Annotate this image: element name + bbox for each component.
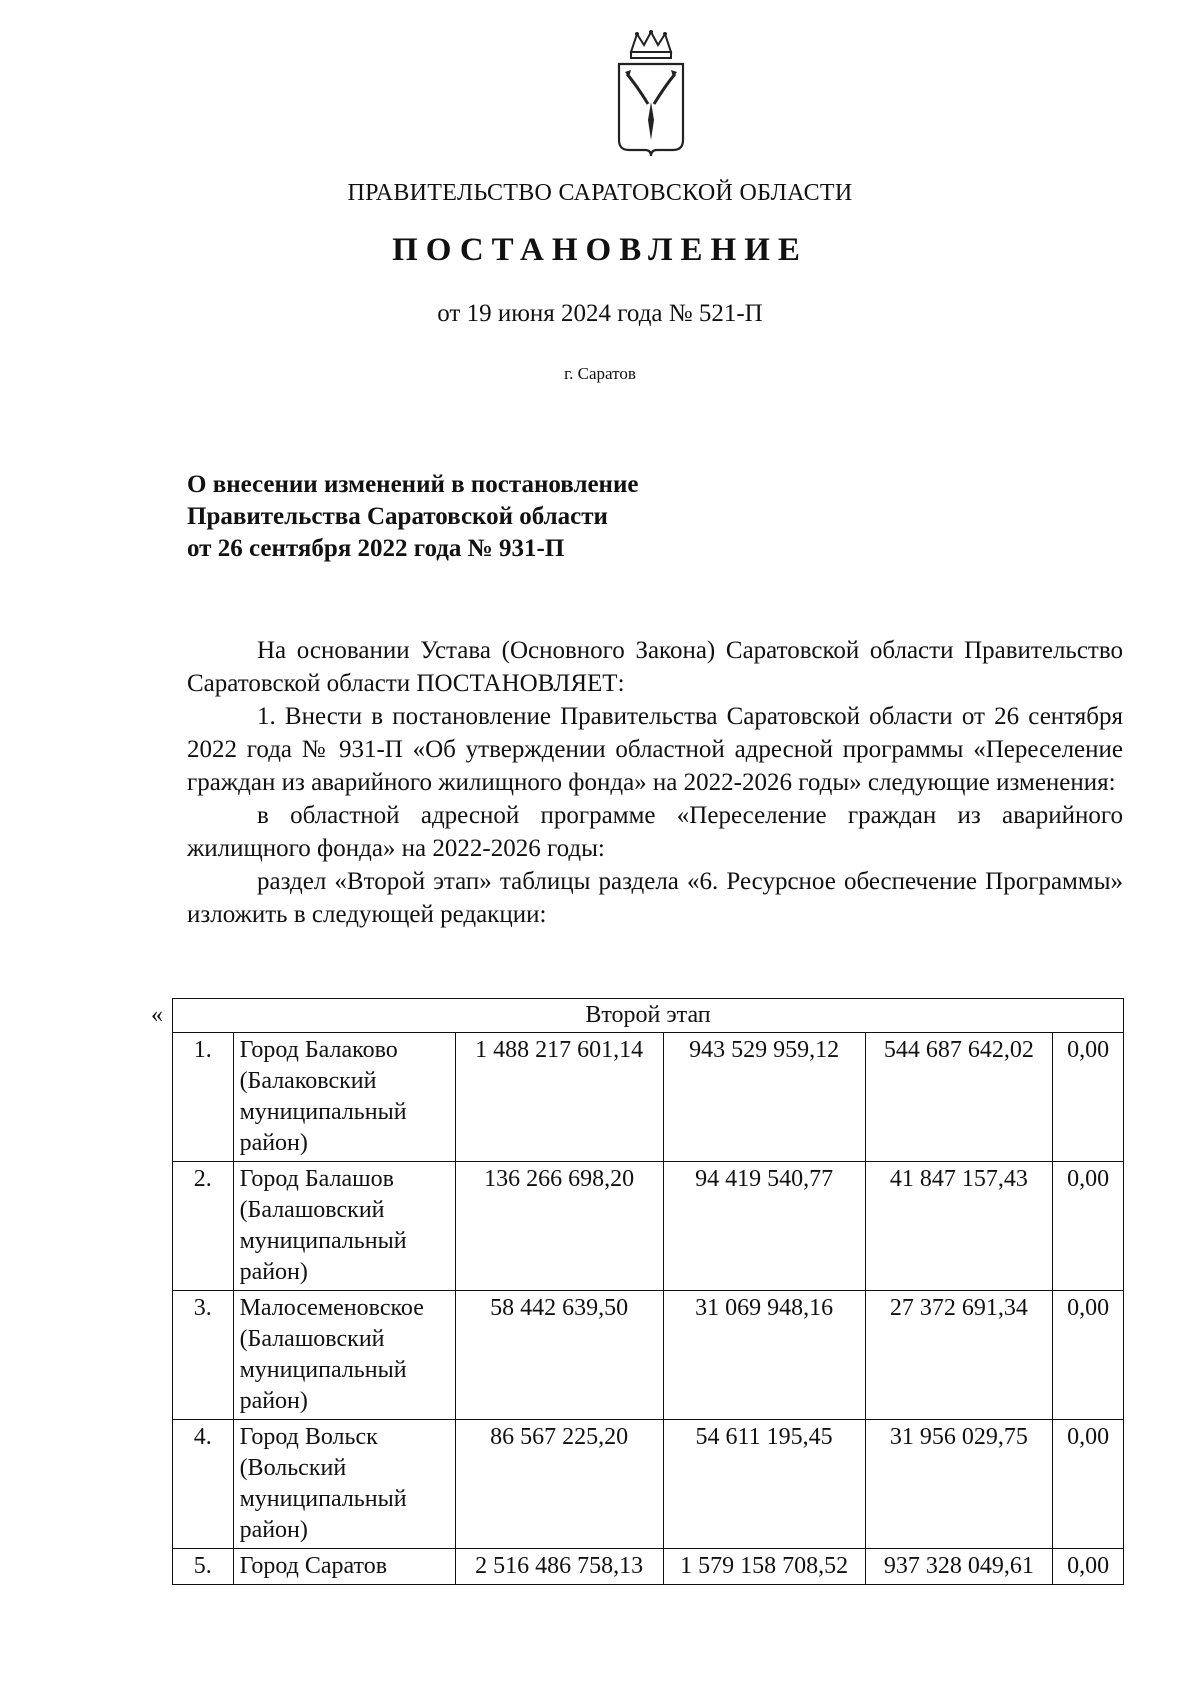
row-number: 1. (173, 1033, 234, 1162)
municipality-name: Город Балашов (Балашовский муниципальный район) (233, 1162, 455, 1291)
amount-col2: 31 069 948,16 (663, 1291, 865, 1420)
subject-line-1: О внесении изменений в постановление (187, 471, 639, 498)
subject-line-3: от 26 сентября 2022 года № 931-П (187, 535, 565, 562)
amount-total: 58 442 639,50 (455, 1291, 663, 1420)
amount-col3: 27 372 691,34 (865, 1291, 1053, 1420)
document-city: г. Саратов (564, 364, 636, 383)
document-subject (187, 469, 638, 565)
table-header-row (173, 999, 1124, 1033)
municipality-name: Город Балаково (Балаковский муниципальный район) (233, 1033, 455, 1162)
opening-quote: « (151, 1002, 163, 1028)
table-row (173, 1162, 1124, 1291)
municipality-name: Город Вольск (Вольский муниципальный район) (233, 1420, 455, 1549)
document-type-title: ПОСТАНОВЛЕНИЕ (392, 232, 808, 268)
amount-col4: 0,00 (1053, 1420, 1124, 1549)
amount-col2: 54 611 195,45 (663, 1420, 865, 1549)
row-number: 4. (173, 1420, 234, 1549)
amount-col3: 937 328 049,61 (865, 1549, 1053, 1585)
body-paragraph-1: На основании Устава (Основного Закона) Саратовской области Правительство Саратовской области ПОСТАНОВЛЯЕТ: (187, 637, 1123, 697)
document-date-number: от 19 июня 2024 года № 521-П (437, 300, 763, 327)
row-number: 5. (173, 1549, 234, 1585)
row-number: 3. (173, 1291, 234, 1420)
amount-col2: 94 419 540,77 (663, 1162, 865, 1291)
government-name: ПРАВИТЕЛЬСТВО САРАТОВСКОЙ ОБЛАСТИ (347, 180, 853, 206)
body-paragraph-2: 1. Внести в постановление Правительства Саратовской области от 26 сентября 2022 года № 931-П «Об утверждении областной адресной программы «Переселение граждан из аварийного жилищного фонда» на 2022-2026 годы» следующие изменения: (187, 703, 1123, 796)
table-row (173, 1420, 1124, 1549)
subject-line-2: Правительства Саратовской области (187, 503, 608, 530)
amount-col3: 544 687 642,02 (865, 1033, 1053, 1162)
amount-col2: 1 579 158 708,52 (663, 1549, 865, 1585)
table-header-cell: Второй этап (173, 999, 1124, 1033)
municipality-name: Малосеменовское (Балашовский муниципальный район) (233, 1291, 455, 1420)
body-paragraph-3: в областной адресной программе «Переселение граждан из аварийного жилищного фонда» на 2022-2026 годы: (187, 802, 1123, 862)
amount-col2: 943 529 959,12 (663, 1033, 865, 1162)
amount-total: 86 567 225,20 (455, 1420, 663, 1549)
second-stage-table (172, 998, 1124, 1585)
amount-col4: 0,00 (1053, 1549, 1124, 1585)
amount-col3: 41 847 157,43 (865, 1162, 1053, 1291)
amount-col4: 0,00 (1053, 1291, 1124, 1420)
amount-total: 1 488 217 601,14 (455, 1033, 663, 1162)
table-row (173, 1033, 1124, 1162)
amount-col4: 0,00 (1053, 1033, 1124, 1162)
amount-total: 136 266 698,20 (455, 1162, 663, 1291)
document-body (187, 634, 1123, 931)
saratov-coat-of-arms-icon (615, 30, 687, 158)
row-number: 2. (173, 1162, 234, 1291)
amount-total: 2 516 486 758,13 (455, 1549, 663, 1585)
body-paragraph-4: раздел «Второй этап» таблицы раздела «6. Ресурсное обеспечение Программы» изложить в следующей редакции: (187, 868, 1123, 928)
table-row (173, 1549, 1124, 1585)
amount-col4: 0,00 (1053, 1162, 1124, 1291)
municipality-name: Город Саратов (233, 1549, 455, 1585)
amount-col3: 31 956 029,75 (865, 1420, 1053, 1549)
table-row (173, 1291, 1124, 1420)
